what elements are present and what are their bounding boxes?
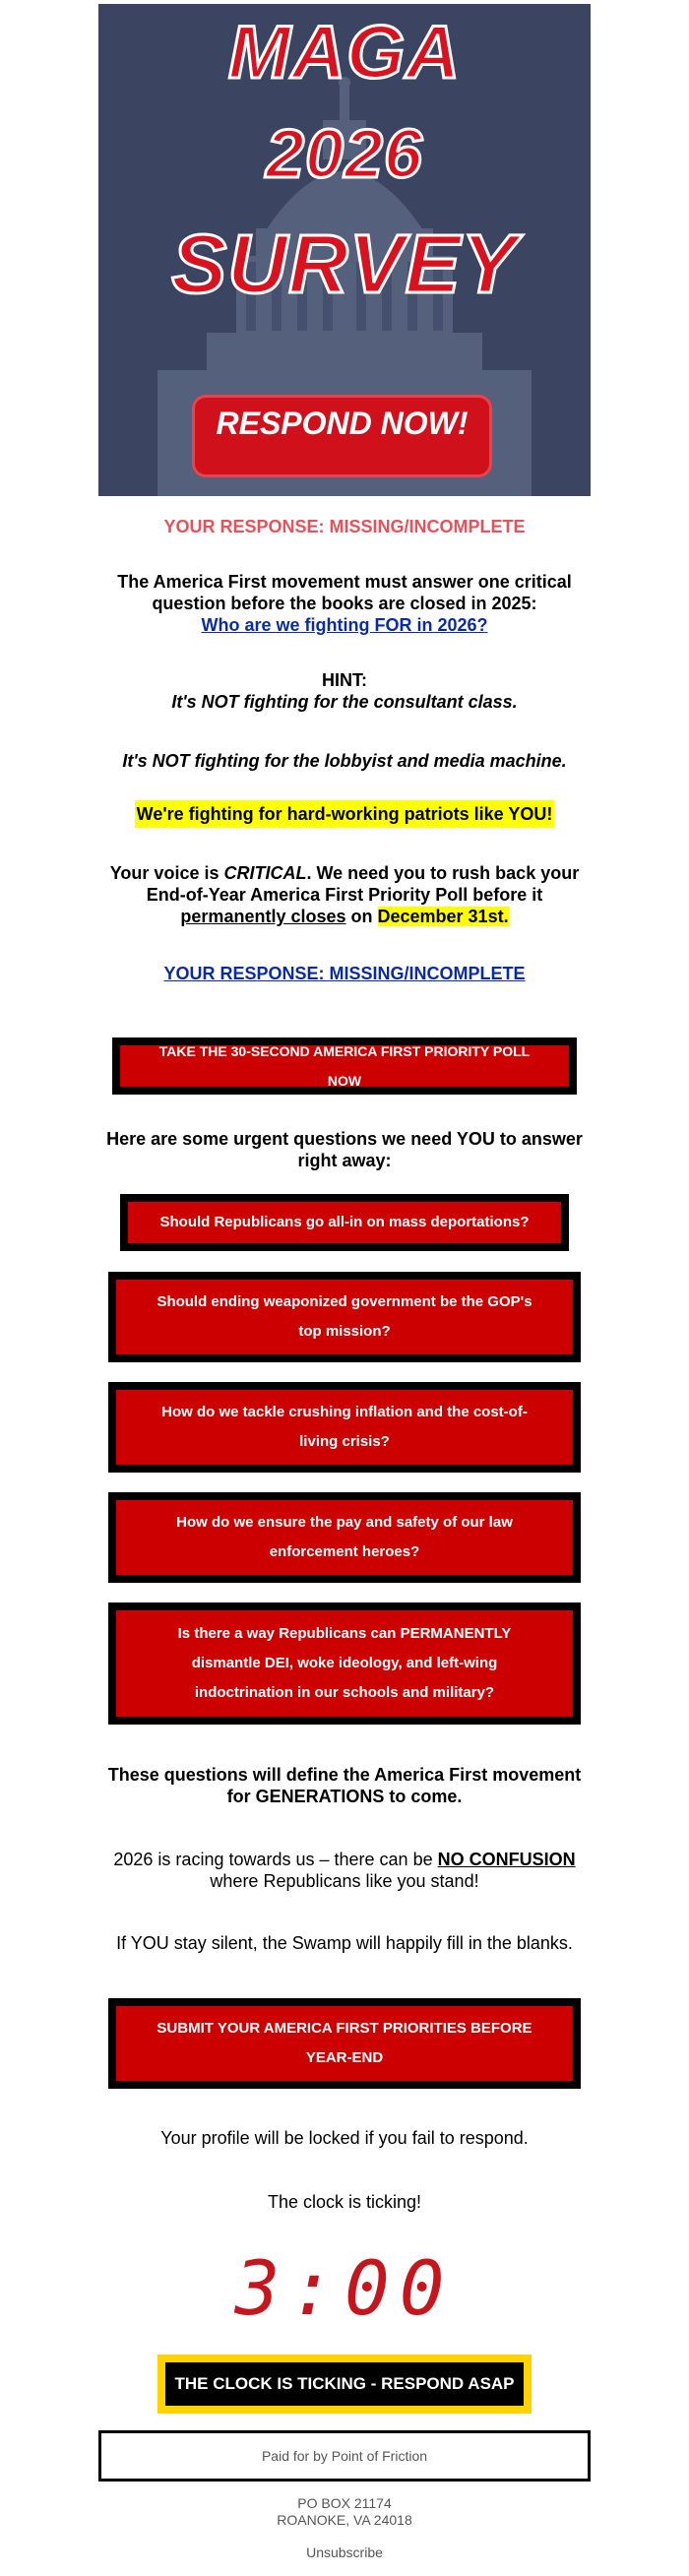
hint-highlight-wrap — [98, 803, 591, 825]
clock-ticking-button[interactable]: THE CLOCK IS TICKING - RESPOND ASAP — [157, 2355, 532, 2414]
intro-text: The America First movement must answer one critical question before the books are closed in 2025: — [117, 572, 572, 613]
respond-now-button[interactable]: RESPOND NOW! — [192, 395, 492, 477]
unsubscribe-wrap — [0, 2545, 689, 2561]
ticking-text: The clock is ticking! — [267, 2192, 422, 2212]
timer-value: 3:00 — [234, 2244, 455, 2332]
racing-text-1: 2026 is racing towards us – there can be — [113, 1850, 438, 1869]
questions-intro: Here are some urgent questions we need YOU to answer right away: — [106, 1129, 583, 1170]
take-poll-button[interactable]: TAKE THE 30-SECOND AMERICA FIRST PRIORITY POLL NOW — [112, 1037, 577, 1095]
response-status-link[interactable]: YOUR RESPONSE: MISSING/INCOMPLETE — [163, 964, 526, 983]
hero-title-line1: MAGA — [227, 11, 462, 94]
hero-banner[interactable] — [98, 4, 591, 496]
hint-line2: It's NOT fighting for the lobbyist and media machine. — [122, 751, 567, 771]
racing-emph: NO CONFUSION — [437, 1850, 576, 1869]
racing-text-2: where Republicans like you stand! — [210, 1871, 479, 1891]
paid-for-text: Paid for by Point of Friction — [261, 2448, 428, 2464]
voice-paragraph — [98, 862, 591, 927]
question-button-3[interactable]: How do we tackle crushing inflation and the cost-of-living crisis? — [108, 1382, 581, 1473]
fighting-for-link[interactable]: Who are we fighting FOR in 2026? — [201, 615, 488, 635]
intro-paragraph — [98, 571, 591, 636]
locked-text: Your profile will be locked if you fail to respond. — [160, 2128, 529, 2148]
silent-text: If YOU stay silent, the Swamp will happily fill in the blanks. — [116, 1933, 573, 1953]
question-button-2[interactable]: Should ending weaponized government be the GOP's top mission? — [108, 1272, 581, 1362]
question-button-1[interactable]: Should Republicans go all-in on mass deportations? — [120, 1194, 569, 1251]
hint-line1: It's NOT fighting for the consultant class. — [171, 692, 518, 712]
status-link-wrap — [98, 963, 591, 984]
voice-text-3: on — [345, 907, 378, 926]
voice-closes: permanently closes — [180, 907, 346, 926]
unsubscribe-link[interactable]: Unsubscribe — [306, 2545, 383, 2560]
hero-title-line2: 2026 — [266, 115, 423, 192]
generations-text: These questions will define the America First movement for GENERATIONS to come. — [107, 1765, 582, 1806]
voice-date: December 31st. — [377, 907, 509, 926]
paid-for-box — [98, 2430, 591, 2482]
address-line1: PO BOX 21174 — [297, 2495, 392, 2511]
response-status-heading: YOUR RESPONSE: MISSING/INCOMPLETE — [163, 517, 526, 536]
voice-text-2: . We need you to rush back your End-of-Year America First Priority Poll before it — [146, 863, 580, 905]
question-button-4[interactable]: How do we ensure the pay and safety of our law enforcement heroes? — [108, 1492, 581, 1583]
submit-priorities-button[interactable]: SUBMIT YOUR AMERICA FIRST PRIORITIES BEFORE YEAR-END — [108, 1998, 581, 2089]
address-line2: ROANOKE, VA 24018 — [277, 2512, 412, 2528]
hint-label: HINT: — [322, 670, 367, 690]
racing-paragraph — [98, 1849, 591, 1892]
hint-highlight: We're fighting for hard-working patriots like YOU! — [135, 800, 555, 828]
hero-title-line3: SURVEY — [171, 218, 518, 310]
voice-text-1: Your voice is — [109, 863, 224, 883]
voice-critical: CRITICAL — [223, 863, 307, 883]
question-button-5[interactable]: Is there a way Republicans can PERMANENTLY dismantle DEI, woke ideology, and left-wing indoctrination in our schools and military? — [108, 1602, 581, 1725]
countdown-timer — [0, 2244, 689, 2332]
